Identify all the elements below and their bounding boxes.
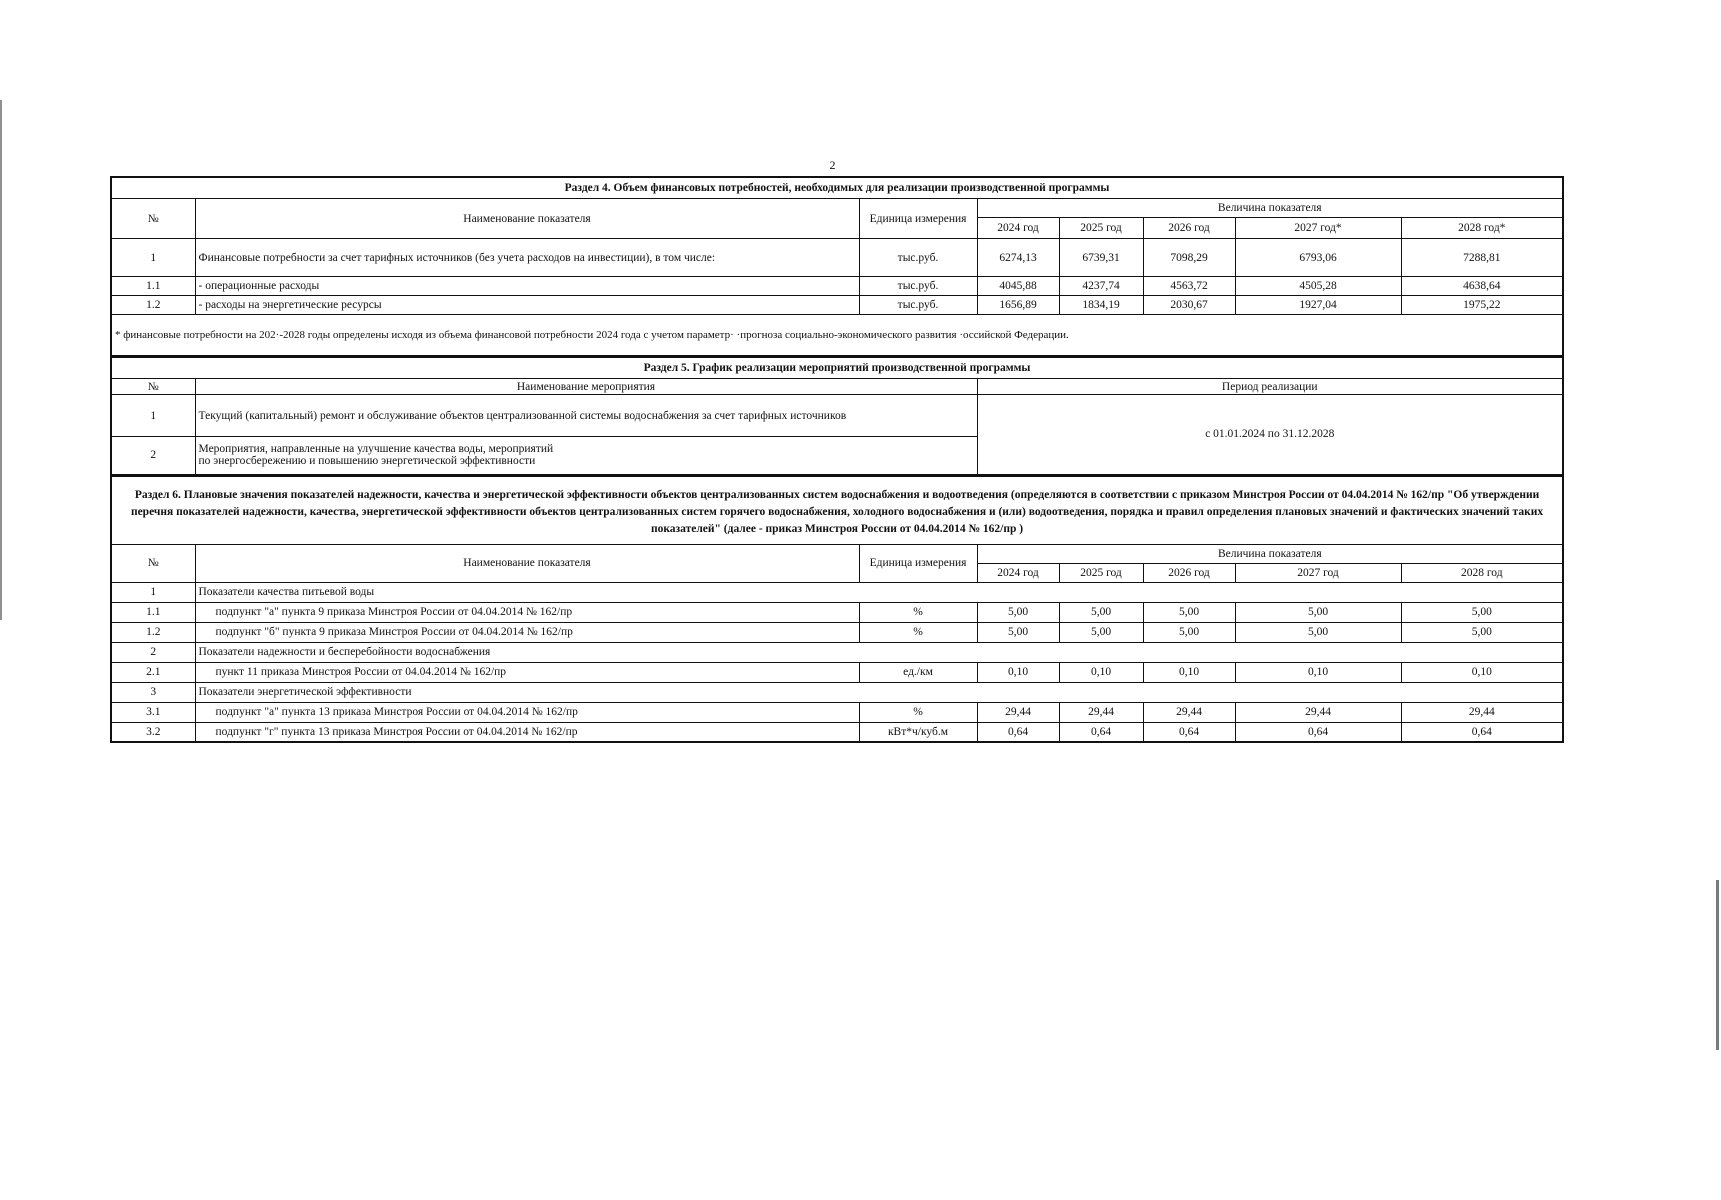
row-name: - операционные расходы (195, 277, 859, 296)
row-value: 4237,74 (1059, 277, 1143, 296)
row-unit: % (859, 602, 977, 622)
year-header: 2025 год (1059, 218, 1143, 239)
row-value: 6793,06 (1235, 239, 1401, 277)
row-value: 1656,89 (977, 296, 1059, 315)
row-value: 5,00 (977, 602, 1059, 622)
period-cell: с 01.01.2024 по 31.12.2028 (977, 395, 1563, 475)
col-period-header: Период реализации (977, 379, 1563, 395)
group-name: Показатели энергетической эффективности (195, 682, 1563, 702)
row-value: 4505,28 (1235, 277, 1401, 296)
section4-title: Раздел 4. Объем финансовых потребностей, необходимых для реализации производственной программы (111, 177, 1563, 199)
table-row (111, 296, 1563, 315)
col-no-header: № (111, 199, 195, 239)
table-row (111, 662, 1563, 682)
row-value: 0,64 (1143, 722, 1235, 742)
year-header: 2026 год (1143, 218, 1235, 239)
row-value: 0,10 (1143, 662, 1235, 682)
row-unit: тыс.руб. (859, 277, 977, 296)
row-no: 1 (111, 582, 195, 602)
row-no: 2 (111, 437, 195, 475)
row-value: 5,00 (1235, 622, 1401, 642)
row-value: 5,00 (1401, 602, 1563, 622)
row-unit: тыс.руб. (859, 239, 977, 277)
col-name-header: Наименование мероприятия (195, 379, 977, 395)
table-row (111, 722, 1563, 742)
row-value: 0,64 (1059, 722, 1143, 742)
row-no: 2 (111, 642, 195, 662)
year-header: 2028 год (1401, 563, 1563, 582)
row-name-line: по энергосбережению и повышению энергетической эффективности (198, 455, 536, 468)
row-no: 1 (111, 239, 195, 277)
row-value: 6274,13 (977, 239, 1059, 277)
col-value-header: Величина показателя (977, 544, 1563, 563)
row-no: 3.2 (111, 722, 195, 742)
row-value: 5,00 (1235, 602, 1401, 622)
scan-edge-mark (1716, 880, 1719, 1050)
row-name (195, 437, 977, 475)
row-value: 29,44 (1235, 702, 1401, 722)
section6-body (111, 582, 1563, 742)
row-value: 6739,31 (1059, 239, 1143, 277)
row-value: 2030,67 (1143, 296, 1235, 315)
group-name: Показатели надежности и бесперебойности водоснабжения (195, 642, 1563, 662)
row-value: 1927,04 (1235, 296, 1401, 315)
row-value: 29,44 (1059, 702, 1143, 722)
row-value: 29,44 (977, 702, 1059, 722)
row-unit: % (859, 622, 977, 642)
table-row (111, 702, 1563, 722)
group-row (111, 682, 1563, 702)
row-name: подпункт "а" пункта 13 приказа Минстроя России от 04.04.2014 № 162/пр (195, 702, 859, 722)
row-value: 29,44 (1143, 702, 1235, 722)
row-unit: тыс.руб. (859, 296, 977, 315)
year-header: 2024 год (977, 563, 1059, 582)
year-header: 2025 год (1059, 563, 1143, 582)
table-row (111, 622, 1563, 642)
page-number: 2 (829, 158, 836, 172)
year-header: 2026 год (1143, 563, 1235, 582)
row-value: 4638,64 (1401, 277, 1563, 296)
col-no-header: № (111, 544, 195, 582)
row-value: 1975,22 (1401, 296, 1563, 315)
col-name-header: Наименование показателя (195, 199, 859, 239)
section6-table (110, 476, 1564, 744)
year-header: 2028 год* (1401, 218, 1563, 239)
row-name: подпункт "б" пункта 9 приказа Минстроя России от 04.04.2014 № 162/пр (195, 622, 859, 642)
col-no-header: № (111, 379, 195, 395)
row-no: 3 (111, 682, 195, 702)
table-row (111, 602, 1563, 622)
row-no: 1.2 (111, 622, 195, 642)
table-row (111, 239, 1563, 277)
row-value: 0,10 (977, 662, 1059, 682)
row-value: 7098,29 (1143, 239, 1235, 277)
group-row (111, 582, 1563, 602)
row-value: 0,64 (977, 722, 1059, 742)
year-header: 2024 год (977, 218, 1059, 239)
row-unit: ед./км (859, 662, 977, 682)
row-value: 5,00 (1059, 602, 1143, 622)
col-unit-header: Единица измерения (859, 199, 977, 239)
row-no: 1 (111, 395, 195, 437)
table-row (111, 395, 1563, 437)
group-name: Показатели качества питьевой воды (195, 582, 1563, 602)
row-no: 1.1 (111, 277, 195, 296)
section5-title: Раздел 5. График реализации мероприятий производственной программы (111, 358, 1563, 379)
section4-table (110, 176, 1564, 357)
row-value: 4563,72 (1143, 277, 1235, 296)
col-value-header: Величина показателя (977, 199, 1563, 218)
row-value: 5,00 (1143, 602, 1235, 622)
row-value: 29,44 (1401, 702, 1563, 722)
year-header: 2027 год* (1235, 218, 1401, 239)
row-value: 0,10 (1401, 662, 1563, 682)
row-value: 5,00 (1059, 622, 1143, 642)
row-value: 0,64 (1235, 722, 1401, 742)
row-value: 5,00 (977, 622, 1059, 642)
row-no: 2.1 (111, 662, 195, 682)
section5-table (110, 357, 1564, 476)
table-row (111, 277, 1563, 296)
row-name: - расходы на энергетические ресурсы (195, 296, 859, 315)
row-name: Текущий (капитальный) ремонт и обслуживание объектов централизованной системы водоснабжения за счет тарифных источников (195, 395, 977, 437)
row-value: 7288,81 (1401, 239, 1563, 277)
row-unit: кВт*ч/куб.м (859, 722, 977, 742)
row-value: 4045,88 (977, 277, 1059, 296)
row-value: 0,10 (1059, 662, 1143, 682)
row-name: подпункт "г" пункта 13 приказа Минстроя России от 04.04.2014 № 162/пр (195, 722, 859, 742)
document-sheet (110, 176, 1562, 743)
row-unit: % (859, 702, 977, 722)
row-name: Финансовые потребности за счет тарифных источников (без учета расходов на инвестиции), в том числе: (195, 239, 859, 277)
row-value: 5,00 (1143, 622, 1235, 642)
section6-title: Раздел 6. Плановые значения показателей надежности, качества и энергетической эффективности объектов централизованных систем водоснабжения и водоотведения (определяются в соответствии с приказом Минстроя России от 04.04.2014 № 162/пр "Об утверждении перечня показателей надежности, качества, энергетической эффективности объектов централизованных систем горячего водоснабжения, холодного водоснабжения и (или) водоотведения, порядка и правил определения плановых значений и фактических значений таких показателей" (далее - приказ Минстроя России от 04.04.2014 № 162/пр ) (111, 476, 1563, 544)
row-value: 0,64 (1401, 722, 1563, 742)
row-name-line: Мероприятия, направленные на улучшение качества воды, мероприятий (198, 443, 554, 456)
row-value: 5,00 (1401, 622, 1563, 642)
row-no: 1.2 (111, 296, 195, 315)
row-name: подпункт "а" пункта 9 приказа Минстроя России от 04.04.2014 № 162/пр (195, 602, 859, 622)
row-value: 0,10 (1235, 662, 1401, 682)
col-unit-header: Единица измерения (859, 544, 977, 582)
year-header: 2027 год (1235, 563, 1401, 582)
row-no: 3.1 (111, 702, 195, 722)
row-no: 1.1 (111, 602, 195, 622)
scan-edge-mark (0, 100, 2, 620)
row-value: 1834,19 (1059, 296, 1143, 315)
row-name: пункт 11 приказа Минстроя России от 04.04.2014 № 162/пр (195, 662, 859, 682)
section4-footnote: * финансовые потребности на 202·-2028 годы определены исходя из объема финансовой потребности 2024 года с учетом параметр· ·прогноза социально-экономического развития ·оссийской Федерации. (111, 315, 1563, 357)
group-row (111, 642, 1563, 662)
col-name-header: Наименование показателя (195, 544, 859, 582)
